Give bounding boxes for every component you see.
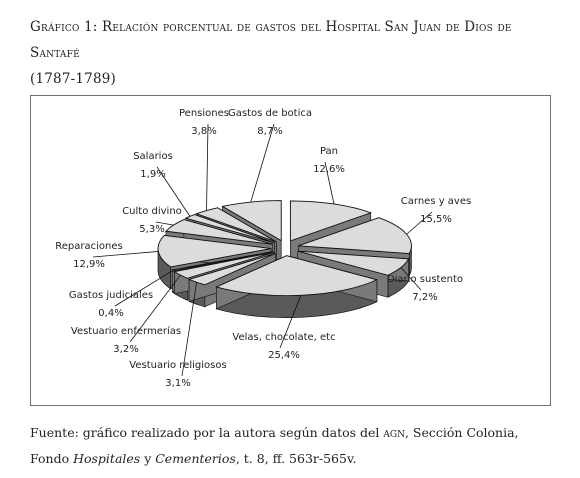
slice-value-vestuario-religiosos: 3,1% [165, 378, 191, 389]
source-text-2: , Sección Colonia, Fondo [30, 425, 519, 466]
slice-value-diario-sustento: 7,2% [412, 292, 438, 303]
source-italic-2: Cementerios [155, 451, 236, 466]
slice-label-gastos-judiciales: Gastos judiciales [68, 290, 154, 301]
slice-label-carnes-y-aves: Carnes y aves [400, 196, 472, 207]
source-text-4: , t. 8, ff. 563r-565v. [235, 451, 357, 466]
slice-label-vestuario-religiosos: Vestuario religiosos [129, 360, 227, 371]
slice-label-culto-divino: Culto divino [122, 206, 182, 217]
leader-line-reparaciones [93, 251, 158, 257]
slice-value-gastos-judiciales: 0,4% [98, 308, 124, 319]
slice-value-vestuario-enfermer-as: 3,2% [113, 344, 139, 355]
slice-label-pan: Pan [319, 146, 339, 157]
slice-value-reparaciones: 12,9% [73, 259, 105, 270]
slice-label-vestuario-enfermer-as: Vestuario enfermerías [70, 326, 182, 337]
slice-value-gastos-de-botica: 8,7% [257, 126, 283, 137]
slice-label-diario-sustento: Diario sustento [386, 274, 464, 285]
source-italic-1: Hospitales [73, 451, 141, 466]
source-agn: agn [383, 425, 405, 440]
slice-label-salarios: Salarios [133, 151, 173, 162]
chart-title-line2: (1787-1789) [30, 71, 117, 87]
slice-value-velas-chocolate-etc: 25,4% [268, 350, 300, 361]
slice-label-velas-chocolate-etc: Velas, chocolate, etc [232, 332, 336, 343]
chart-title-line1: Gráfico 1: Relación porcentual de gastos del Hospital San Juan de Dios de Santafé [30, 19, 512, 61]
slice-value-carnes-y-aves: 15,5% [420, 214, 452, 225]
slice-value-pan: 12,6% [313, 164, 345, 175]
slice-label-pensiones: Pensiones [179, 108, 229, 119]
source-text-1: Fuente: gráfico realizado por la autora según datos del [30, 425, 384, 440]
chart-frame [30, 95, 551, 406]
slice-value-culto-divino: 5,3% [139, 224, 165, 235]
slice-value-pensiones: 3,8% [191, 126, 217, 137]
slice-label-gastos-de-botica: Gastos de botica [228, 108, 312, 119]
source-text-3: y [140, 451, 156, 466]
chart-title [30, 14, 550, 92]
pie-chart [31, 96, 550, 405]
source-note [30, 420, 550, 472]
pie-tops [158, 201, 411, 296]
slice-value-salarios: 1,9% [140, 169, 166, 180]
slice-label-reparaciones: Reparaciones [55, 241, 123, 252]
